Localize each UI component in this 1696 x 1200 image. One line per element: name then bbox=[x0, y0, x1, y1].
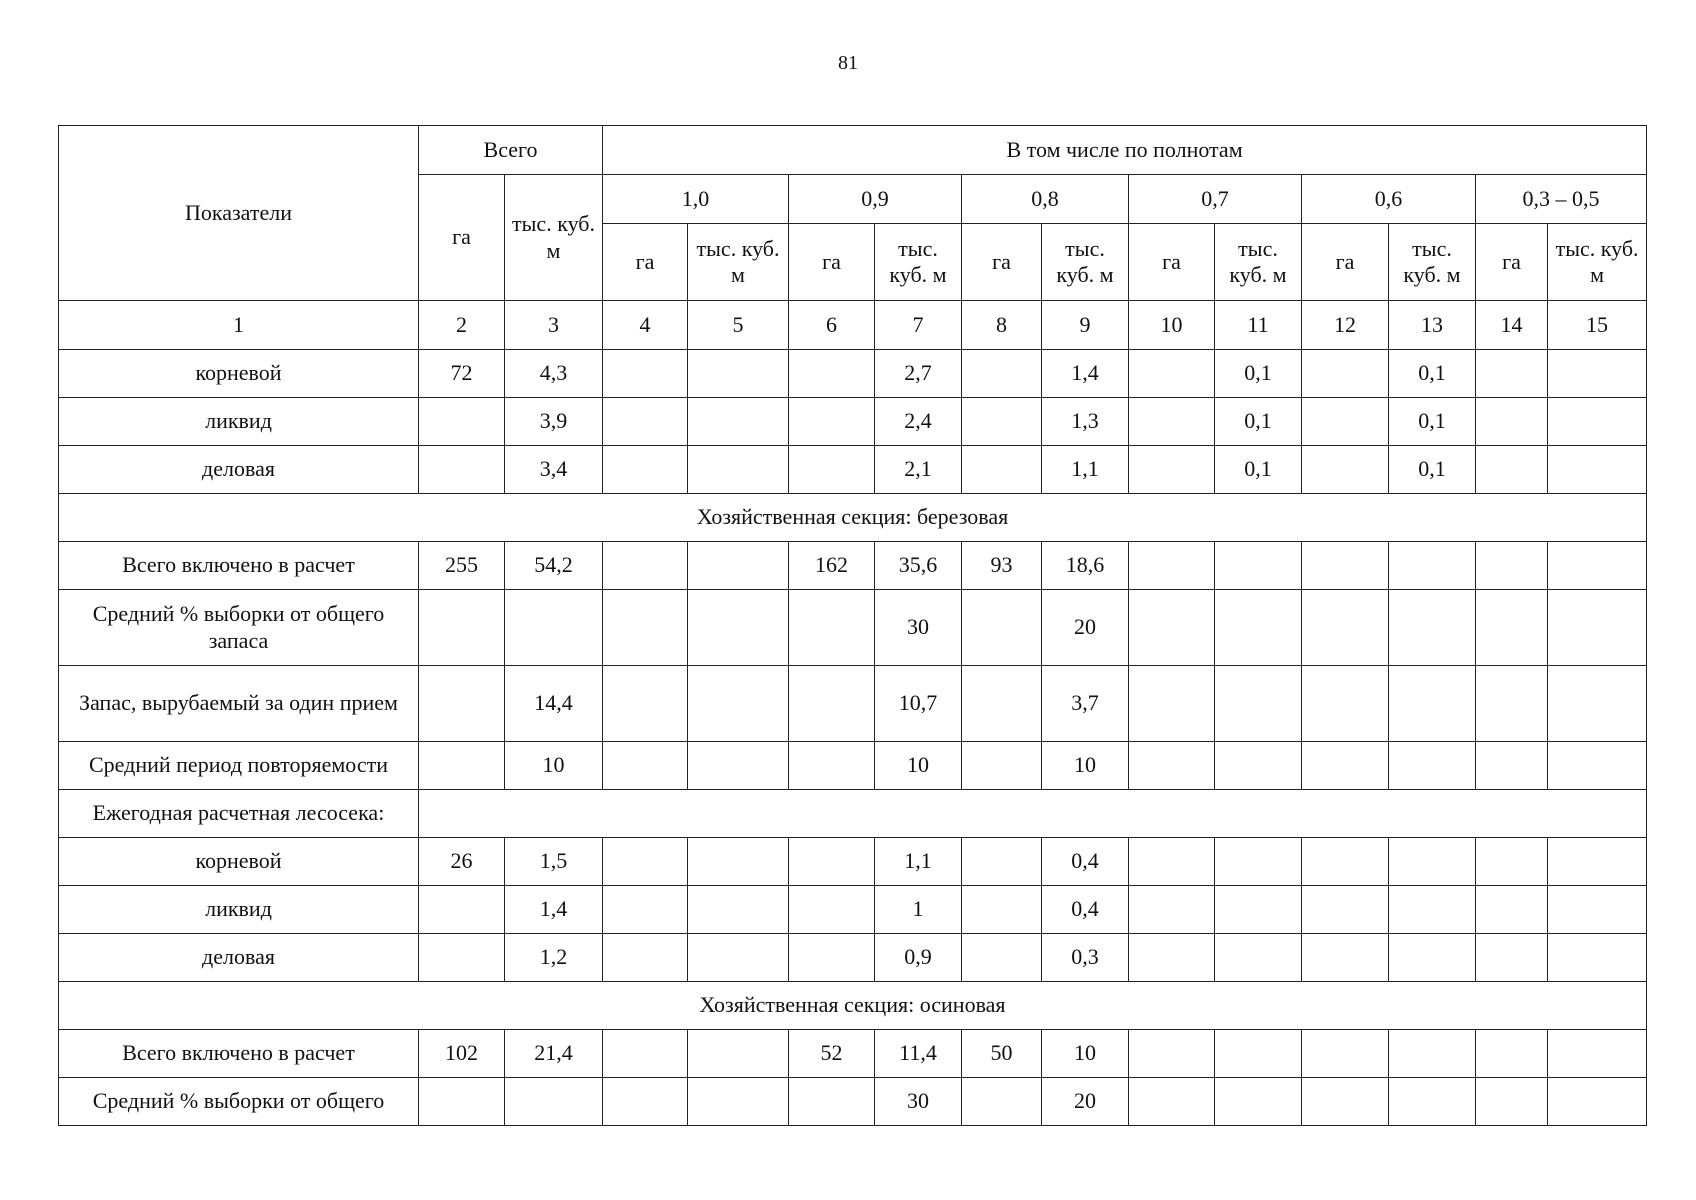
table-cell: 1,1 bbox=[1042, 446, 1129, 494]
unit-ha-header: га bbox=[1302, 224, 1389, 301]
table-cell: 3,9 bbox=[505, 398, 603, 446]
table-cell bbox=[1476, 742, 1548, 790]
row-label: ликвид bbox=[59, 886, 419, 934]
table-cell bbox=[789, 398, 875, 446]
section-row bbox=[59, 982, 1647, 1030]
table-cell: 52 bbox=[789, 1030, 875, 1078]
table-cell bbox=[962, 1078, 1042, 1126]
table-cell bbox=[1476, 934, 1548, 982]
table-cell bbox=[789, 590, 875, 666]
table-row bbox=[59, 1078, 1647, 1126]
table-cell bbox=[1302, 838, 1389, 886]
table-cell bbox=[603, 446, 688, 494]
table-cell bbox=[1215, 1030, 1302, 1078]
table-cell bbox=[419, 1078, 505, 1126]
table-cell bbox=[1476, 838, 1548, 886]
table-cell bbox=[1215, 590, 1302, 666]
row-label: Всего включено в расчет bbox=[59, 542, 419, 590]
table-cell bbox=[1302, 446, 1389, 494]
table-cell bbox=[1548, 590, 1647, 666]
table-cell bbox=[1302, 1078, 1389, 1126]
table-cell bbox=[603, 1030, 688, 1078]
table-cell bbox=[1476, 886, 1548, 934]
table-cell bbox=[1548, 742, 1647, 790]
table-cell bbox=[1129, 666, 1215, 742]
table-cell bbox=[688, 666, 789, 742]
table-cell: 3,4 bbox=[505, 446, 603, 494]
table-cell: 3,7 bbox=[1042, 666, 1129, 742]
table-cell bbox=[688, 838, 789, 886]
table-cell: 0,4 bbox=[1042, 838, 1129, 886]
unit-ha-header: га bbox=[1129, 224, 1215, 301]
table-cell bbox=[688, 742, 789, 790]
table-cell bbox=[1389, 934, 1476, 982]
column-number: 11 bbox=[1215, 301, 1302, 350]
table-cell: 1,1 bbox=[875, 838, 962, 886]
table-cell: 0,1 bbox=[1215, 398, 1302, 446]
column-number: 6 bbox=[789, 301, 875, 350]
table-row bbox=[59, 590, 1647, 666]
section-title: Хозяйственная секция: березовая bbox=[59, 494, 1647, 542]
table-cell bbox=[603, 590, 688, 666]
column-number: 9 bbox=[1042, 301, 1129, 350]
column-number: 15 bbox=[1548, 301, 1647, 350]
table-cell: 2,4 bbox=[875, 398, 962, 446]
column-number: 4 bbox=[603, 301, 688, 350]
table-cell bbox=[1476, 350, 1548, 398]
unit-ha-header: га bbox=[603, 224, 688, 301]
table-cell: 1,3 bbox=[1042, 398, 1129, 446]
table-cell bbox=[1215, 886, 1302, 934]
table-cell bbox=[1129, 1078, 1215, 1126]
table-cell: 0,4 bbox=[1042, 886, 1129, 934]
table-cell bbox=[1129, 1030, 1215, 1078]
table-cell bbox=[1548, 1030, 1647, 1078]
by-density-header: В том числе по полнотам bbox=[603, 126, 1647, 175]
unit-volume-header: тыс. куб. м bbox=[1389, 224, 1476, 301]
table-cell: 2,1 bbox=[875, 446, 962, 494]
table-cell bbox=[603, 742, 688, 790]
table-cell bbox=[688, 1078, 789, 1126]
total-ha-header: га bbox=[419, 175, 505, 301]
table-cell bbox=[688, 542, 789, 590]
table-cell: 72 bbox=[419, 350, 505, 398]
table-cell: 26 bbox=[419, 838, 505, 886]
table-row bbox=[59, 350, 1647, 398]
table-cell bbox=[962, 446, 1042, 494]
column-number: 8 bbox=[962, 301, 1042, 350]
row-label: деловая bbox=[59, 934, 419, 982]
column-number: 1 bbox=[59, 301, 419, 350]
row-label: корневой bbox=[59, 838, 419, 886]
table-cell bbox=[1389, 838, 1476, 886]
table-cell bbox=[1548, 542, 1647, 590]
table-cell bbox=[1129, 398, 1215, 446]
table-cell: 0,1 bbox=[1215, 446, 1302, 494]
table-cell bbox=[962, 886, 1042, 934]
table-cell bbox=[789, 838, 875, 886]
table-cell: 1,4 bbox=[505, 886, 603, 934]
unit-volume-header: тыс. куб. м bbox=[688, 224, 789, 301]
table-cell bbox=[1215, 934, 1302, 982]
forest-stock-table bbox=[58, 125, 1647, 1126]
page-number: 81 bbox=[838, 52, 858, 74]
table-cell: 10,7 bbox=[875, 666, 962, 742]
table-cell bbox=[419, 446, 505, 494]
column-number: 14 bbox=[1476, 301, 1548, 350]
table-cell bbox=[1302, 590, 1389, 666]
table-cell bbox=[1302, 398, 1389, 446]
table-cell bbox=[1548, 886, 1647, 934]
table-cell: 50 bbox=[962, 1030, 1042, 1078]
table-cell bbox=[1129, 742, 1215, 790]
unit-volume-header: тыс. куб. м bbox=[1215, 224, 1302, 301]
table-cell bbox=[1476, 666, 1548, 742]
table-cell bbox=[1302, 542, 1389, 590]
table-cell bbox=[1302, 666, 1389, 742]
table-cell: 0,1 bbox=[1389, 398, 1476, 446]
table-cell bbox=[419, 742, 505, 790]
table-cell bbox=[1215, 1078, 1302, 1126]
table-cell bbox=[1476, 398, 1548, 446]
table-cell: 0,1 bbox=[1389, 446, 1476, 494]
table-cell bbox=[603, 1078, 688, 1126]
table-cell bbox=[419, 398, 505, 446]
table-cell: 20 bbox=[1042, 590, 1129, 666]
subheading-row bbox=[59, 790, 1647, 838]
table-row bbox=[59, 666, 1647, 742]
table-cell bbox=[962, 398, 1042, 446]
table-cell bbox=[1302, 350, 1389, 398]
table-cell bbox=[962, 350, 1042, 398]
table-cell bbox=[789, 1078, 875, 1126]
column-number: 10 bbox=[1129, 301, 1215, 350]
column-number: 12 bbox=[1302, 301, 1389, 350]
table-cell bbox=[505, 1078, 603, 1126]
table-cell: 4,3 bbox=[505, 350, 603, 398]
table-cell bbox=[688, 446, 789, 494]
table-cell bbox=[1476, 590, 1548, 666]
table-cell: 255 bbox=[419, 542, 505, 590]
row-label: Ежегодная расчетная лесосека: bbox=[59, 790, 419, 838]
row-label: Средний % выборки от общего bbox=[59, 1078, 419, 1126]
section-row bbox=[59, 494, 1647, 542]
table-row bbox=[59, 934, 1647, 982]
density-header: 0,3 – 0,5 bbox=[1476, 175, 1647, 224]
table-cell bbox=[1476, 446, 1548, 494]
table-cell bbox=[1129, 934, 1215, 982]
table-cell bbox=[1129, 838, 1215, 886]
table-cell bbox=[1389, 886, 1476, 934]
indicators-header: Показатели bbox=[59, 126, 419, 301]
table-cell bbox=[1302, 934, 1389, 982]
table-cell bbox=[1215, 666, 1302, 742]
table-cell bbox=[962, 742, 1042, 790]
row-label: Средний период повторяемости bbox=[59, 742, 419, 790]
table-cell bbox=[603, 934, 688, 982]
row-label: Всего включено в расчет bbox=[59, 1030, 419, 1078]
table-cell bbox=[688, 886, 789, 934]
table-cell bbox=[419, 886, 505, 934]
header-row-1 bbox=[59, 126, 1647, 175]
table-cell: 35,6 bbox=[875, 542, 962, 590]
table-cell: 0,3 bbox=[1042, 934, 1129, 982]
row-label: корневой bbox=[59, 350, 419, 398]
empty-cell bbox=[419, 790, 1647, 838]
table-cell: 93 bbox=[962, 542, 1042, 590]
table-cell: 1,2 bbox=[505, 934, 603, 982]
row-label: ликвид bbox=[59, 398, 419, 446]
table-cell bbox=[789, 886, 875, 934]
table-row bbox=[59, 542, 1647, 590]
table-cell bbox=[1302, 742, 1389, 790]
table-cell: 20 bbox=[1042, 1078, 1129, 1126]
density-header: 0,7 bbox=[1129, 175, 1302, 224]
table-cell bbox=[1302, 1030, 1389, 1078]
table-cell: 30 bbox=[875, 590, 962, 666]
table-cell bbox=[1389, 590, 1476, 666]
total-header: Всего bbox=[419, 126, 603, 175]
table-cell bbox=[1129, 590, 1215, 666]
table-cell bbox=[1476, 1030, 1548, 1078]
unit-volume-header: тыс. куб. м bbox=[875, 224, 962, 301]
table-row bbox=[59, 838, 1647, 886]
table-cell: 21,4 bbox=[505, 1030, 603, 1078]
table-cell bbox=[603, 350, 688, 398]
table-cell bbox=[419, 934, 505, 982]
table-cell: 10 bbox=[1042, 742, 1129, 790]
table-cell bbox=[1548, 1078, 1647, 1126]
table-cell bbox=[962, 934, 1042, 982]
table-cell bbox=[1215, 542, 1302, 590]
table-cell bbox=[688, 350, 789, 398]
table-cell bbox=[1129, 446, 1215, 494]
table-cell bbox=[603, 398, 688, 446]
table-cell bbox=[789, 666, 875, 742]
table-cell bbox=[1548, 446, 1647, 494]
table-cell bbox=[1548, 934, 1647, 982]
density-header: 0,8 bbox=[962, 175, 1129, 224]
table-row bbox=[59, 446, 1647, 494]
table-cell: 1,5 bbox=[505, 838, 603, 886]
table-cell bbox=[1548, 398, 1647, 446]
table-cell: 1 bbox=[875, 886, 962, 934]
density-header: 1,0 bbox=[603, 175, 789, 224]
table-cell bbox=[603, 886, 688, 934]
table-cell bbox=[1129, 350, 1215, 398]
table-cell: 0,1 bbox=[1389, 350, 1476, 398]
table-cell bbox=[1476, 1078, 1548, 1126]
table-cell bbox=[688, 398, 789, 446]
table-cell bbox=[688, 934, 789, 982]
table-row bbox=[59, 1030, 1647, 1078]
table-cell bbox=[789, 934, 875, 982]
table-cell bbox=[419, 666, 505, 742]
table-cell bbox=[962, 838, 1042, 886]
unit-ha-header: га bbox=[962, 224, 1042, 301]
table-cell: 0,1 bbox=[1215, 350, 1302, 398]
table-cell: 1,4 bbox=[1042, 350, 1129, 398]
table-cell: 10 bbox=[1042, 1030, 1129, 1078]
total-volume-header: тыс. куб. м bbox=[505, 175, 603, 301]
table-cell bbox=[603, 542, 688, 590]
row-label: деловая bbox=[59, 446, 419, 494]
column-number: 7 bbox=[875, 301, 962, 350]
column-number: 2 bbox=[419, 301, 505, 350]
table-cell bbox=[789, 446, 875, 494]
table-cell bbox=[419, 590, 505, 666]
table-cell bbox=[1129, 886, 1215, 934]
unit-ha-header: га bbox=[789, 224, 875, 301]
table-cell bbox=[962, 666, 1042, 742]
table-cell bbox=[1302, 886, 1389, 934]
table-cell bbox=[1215, 838, 1302, 886]
table-cell bbox=[1389, 1078, 1476, 1126]
table-cell: 10 bbox=[505, 742, 603, 790]
unit-volume-header: тыс. куб. м bbox=[1548, 224, 1647, 301]
table-row bbox=[59, 398, 1647, 446]
table-cell bbox=[1215, 742, 1302, 790]
column-number: 5 bbox=[688, 301, 789, 350]
table-cell bbox=[789, 350, 875, 398]
table-cell bbox=[603, 838, 688, 886]
section-title: Хозяйственная секция: осиновая bbox=[59, 982, 1647, 1030]
table-cell bbox=[1389, 542, 1476, 590]
table-cell: 14,4 bbox=[505, 666, 603, 742]
table-cell: 10 bbox=[875, 742, 962, 790]
table-cell: 11,4 bbox=[875, 1030, 962, 1078]
table-cell bbox=[1548, 666, 1647, 742]
column-number-row bbox=[59, 301, 1647, 350]
table-row bbox=[59, 886, 1647, 934]
row-label: Средний % выборки от общего запаса bbox=[59, 590, 419, 666]
table-cell bbox=[1389, 742, 1476, 790]
table-row bbox=[59, 742, 1647, 790]
table-cell: 30 bbox=[875, 1078, 962, 1126]
table-cell bbox=[1389, 1030, 1476, 1078]
table-cell bbox=[1129, 542, 1215, 590]
table-cell bbox=[603, 666, 688, 742]
unit-volume-header: тыс. куб. м bbox=[1042, 224, 1129, 301]
unit-ha-header: га bbox=[1476, 224, 1548, 301]
table-cell bbox=[1548, 838, 1647, 886]
column-number: 13 bbox=[1389, 301, 1476, 350]
table-cell: 18,6 bbox=[1042, 542, 1129, 590]
table-cell bbox=[1548, 350, 1647, 398]
table-cell bbox=[789, 742, 875, 790]
table-cell: 2,7 bbox=[875, 350, 962, 398]
table-cell bbox=[505, 590, 603, 666]
column-number: 3 bbox=[505, 301, 603, 350]
table-cell bbox=[1389, 666, 1476, 742]
table-cell bbox=[962, 590, 1042, 666]
table-cell: 54,2 bbox=[505, 542, 603, 590]
table-cell: 0,9 bbox=[875, 934, 962, 982]
table-cell: 102 bbox=[419, 1030, 505, 1078]
table-cell bbox=[1476, 542, 1548, 590]
table-cell: 162 bbox=[789, 542, 875, 590]
table-cell bbox=[688, 1030, 789, 1078]
density-header: 0,6 bbox=[1302, 175, 1476, 224]
table-cell bbox=[688, 590, 789, 666]
density-header: 0,9 bbox=[789, 175, 962, 224]
row-label: Запас, вырубаемый за один прием bbox=[59, 666, 419, 742]
